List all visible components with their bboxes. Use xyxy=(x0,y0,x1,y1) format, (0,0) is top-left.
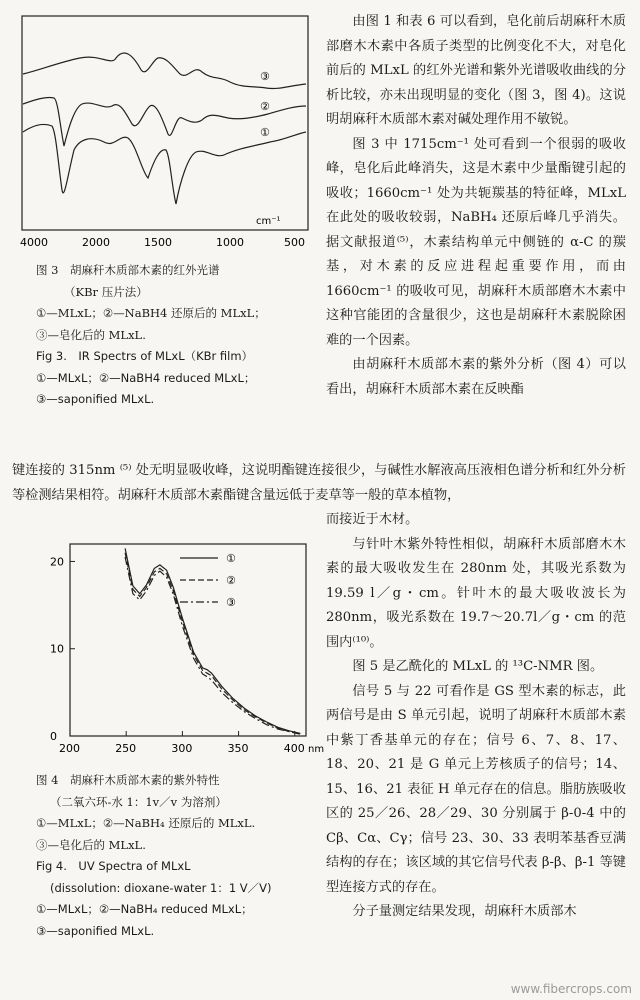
fig3-caption xyxy=(36,260,266,411)
fig3-caption-cn: 图 3 胡麻秆木质部木素的红外光谱 xyxy=(36,263,220,277)
fig4-caption-cn: 图 4 胡麻秆木质部木素的紫外特性 xyxy=(36,773,220,787)
fig3-tick-1500: 1500 xyxy=(144,236,172,249)
paragraph-ester-bond: 键连接的 315nm ⁽⁵⁾ 处无明显吸收峰，这说明酯键连接很少，与碱性水解液高压液相色谱分析和红外分析等检测结果相符。胡麻秆木质部木素酯键含量远低于麦草等一般的草本植物， xyxy=(12,463,626,503)
right-column-bottom xyxy=(326,508,626,925)
fig4-legend-label: ③ xyxy=(226,596,236,609)
fig4-legend xyxy=(180,552,236,609)
fig4-legend-label: ① xyxy=(226,552,236,565)
fig4-legend-en-1: ①—MLxL；②—NaBH₄ reduced MLxL； xyxy=(36,902,253,916)
fig4-series-line xyxy=(125,557,300,734)
fig3-caption-en: Fig 3. IR Spectrs of MLxL（KBr film） xyxy=(36,349,254,363)
fig3-unit: cm⁻¹ xyxy=(256,216,281,227)
fig4-caption-cn-solvent: （二氧六环-水 1：1v／v 为溶剂） xyxy=(50,794,227,809)
watermark: www.fibercrops.com xyxy=(510,982,632,996)
paragraph-nmr-intro: 图 5 是乙酰化的 MLxL 的 ¹³C-NMR 图。 xyxy=(352,659,604,674)
fig4-legend-cn-1: ①—MLxL；②—NaBH₄ 还原后的 MLxL. xyxy=(36,816,256,830)
fig4-caption xyxy=(36,770,272,942)
paragraph-ir-analysis: 图 3 中 1715cm⁻¹ 处可看到一个很弱的吸收峰，皂化后此峰消失，这是木素中少量酯键引起的吸收；1660cm⁻¹ 处为共轭羰基的特征峰，MLxL 在此处的吸收较弱，NaBH₄ 还原后峰几乎消失。据文献报道⁽⁵⁾，木素结构单元中侧链的 α-C 的羰基，对木素的反应进程起重要作用，而由 1660cm⁻¹ 的吸收可见，胡麻秆木质部磨木木素中这种官能团的含量很少，这也是胡麻秆木素脱除困难的一个因素。 xyxy=(326,136,626,348)
fig4-series xyxy=(125,548,300,734)
fig3-legend-en-1: ①—MLxL；②—NaBH4 reduced MLxL； xyxy=(36,370,256,385)
paragraph-nmr-signals: 信号 5 与 22 可看作是 GS 型木素的标志，此两信号是由 S 单元引起，说明了胡麻秆木质部木素中紫丁香基单元的存在；信号 6、7、8、17、18、20、21 是 G 单元上芳核质子的信号；14、15、16、21 表征 H 单元存在的信息。脂肪族吸收区的 25／26、28／29、30 分别属于 β-0-4 中的 Cβ、Cα、Cγ；信号 23、30、33 表明苯基香豆满结构的存在；该区域的其它信号代表 β-β、β-1 等键型连接方式的存在。 xyxy=(326,683,626,895)
fig4-y-ticks xyxy=(50,555,75,743)
fig4-ytick-label: 20 xyxy=(50,555,64,569)
fig4-x-unit: nm xyxy=(308,744,325,755)
fig3-x-ticks xyxy=(20,236,305,249)
fig4-xtick-label: 300 xyxy=(171,742,193,755)
fig4-legend-cn-2: ③—皂化后的 MLxL. xyxy=(36,837,146,852)
fig4-ytick-label: 10 xyxy=(50,642,64,656)
paragraph-saponification: 由图 1 和表 6 可以看到，皂化前后胡麻秆木质部磨木木素中各质子类型的比例变化不大，对皂化前后的 MLxL 的红外光谱和紫外光谱吸收曲线的分析比较，亦未出现明显的变化（图 3，图 4)。这说明胡麻秆木质部木素对碱处理作用不敏锐。 xyxy=(326,14,626,127)
fig4-xtick-label: 250 xyxy=(115,742,137,755)
paragraph-close-to-wood: 而接近于木材。 xyxy=(326,512,419,527)
fig4-ytick-label: 0 xyxy=(50,730,57,743)
right-column-top xyxy=(326,10,626,402)
fig3-legend-cn-2: ③—皂化后的 MLxL. xyxy=(36,327,146,342)
fig3-legend-cn-1: ①—MLxL；②—NaBH4 还原后的 MLxL； xyxy=(36,306,266,320)
fig3-tick-1000: 1000 xyxy=(216,236,244,249)
fig3-tick-4000: 4000 xyxy=(20,236,48,249)
fig3-legend-en-2: ③—saponified MLxL. xyxy=(36,392,155,406)
fig4-legend-en-2: ③—saponified MLxL. xyxy=(36,923,155,938)
full-width-block xyxy=(12,459,626,508)
fig4-x-ticks xyxy=(59,731,324,755)
fig3-tick-500: 500 xyxy=(284,236,305,249)
fig4-legend-label: ② xyxy=(226,574,236,587)
fig3-curve-label-1: ① xyxy=(260,126,270,139)
paragraph-molecular-weight: 分子量测定结果发现，胡麻秆木质部木 xyxy=(352,904,577,919)
fig4-uv-spectra xyxy=(40,540,325,764)
fig3-caption-cn-method: （KBr 压片法） xyxy=(64,284,148,299)
fig3-frame xyxy=(22,16,308,230)
fig4-frame xyxy=(70,544,306,736)
fig3-tick-2000: 2000 xyxy=(82,236,110,249)
fig4-caption-en: Fig 4. UV Spectra of MLxL xyxy=(36,859,191,873)
fig3-ir-spectra xyxy=(20,14,316,252)
fig3-curve-label-3: ③ xyxy=(260,70,270,83)
paragraph-uv-max: 与针叶木紫外特性相似，胡麻秆木质部磨木木素的最大吸收发生在 280nm 处，其吸光系数为 19.59 l／g・cm。针叶木的最大吸收波长为 280nm，吸光系数在 19.7～20.7l／g・cm 的范围内⁽¹⁰⁾。 xyxy=(326,536,626,650)
fig4-xtick-label: 350 xyxy=(227,742,249,755)
fig4-series-line xyxy=(125,548,300,733)
fig4-xtick-label: 200 xyxy=(59,742,80,755)
paragraph-uv-analysis-start: 由胡麻秆木质部木素的紫外分析（图 4）可以看出，胡麻秆木质部木素在反映酯 xyxy=(326,357,626,397)
fig3-curve-label-2: ② xyxy=(260,100,270,113)
fig4-xtick-label: 400 xyxy=(283,742,305,755)
fig4-caption-en-solvent: (dissolution: dioxane-water 1：1 V／V) xyxy=(50,880,272,895)
